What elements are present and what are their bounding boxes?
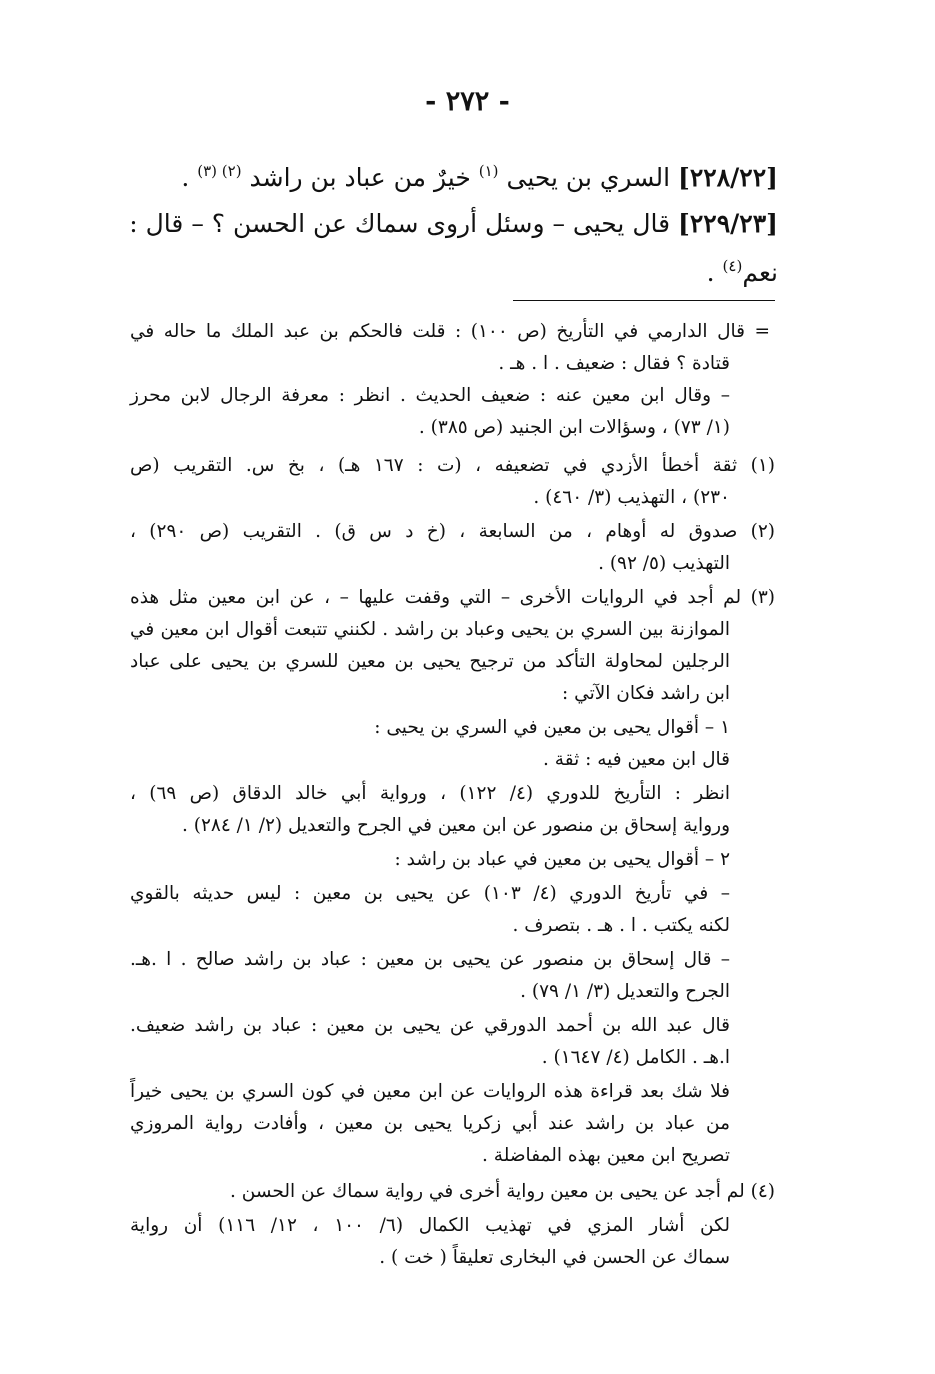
entry-ref: [٢٢٨/٢٢] xyxy=(678,163,778,192)
footnote-marker: (٤) xyxy=(722,257,743,275)
footnote-line: الموازنة بين السري بن يحيى وعباد بن راشد . لكنني تتبعت أقوال ابن معين في xyxy=(130,619,730,640)
footnote-line: ١ – أقوال يحيى بن معين في السري بن يحيى : xyxy=(374,717,730,738)
footnote-marker: (٢) (٣) xyxy=(197,162,242,180)
footnote-separator xyxy=(513,300,775,301)
footnote-line: ابن راشد فكان الآتي : xyxy=(562,683,730,704)
footnote-line: قال عبد الله بن أحمد الدورقي عن يحيى بن معين : عباد بن راشد ضعيف. xyxy=(130,1015,730,1036)
footnote-line: ٢٣٠) ، التهذيب (٣/ ٤٦٠) . xyxy=(533,487,730,508)
footnote-line: من عباد بن راشد عند أبي زكريا يحيى بن معين ، وأفادت رواية المروزي xyxy=(130,1113,730,1134)
page-number: - ٢٧٢ - xyxy=(425,86,510,117)
footnote-line: لكنه يكتب . ا . هـ . بتصرف . xyxy=(512,915,730,936)
footnote-line: سماك عن الحسن في البخارى تعليقاً ( خت ) . xyxy=(379,1247,730,1268)
footnote-line: = قال الدارمي في التأريخ (ص ١٠٠) : قلت فالحكم بن عبد الملك ما حاله في xyxy=(130,321,770,342)
entry-229 xyxy=(129,204,778,244)
footnote-marker: (١) xyxy=(478,162,499,180)
footnote-line: (٣) لم أجد في الروايات الأخرى – التي وقفت عليها – ، عن ابن معين مثل هذه xyxy=(130,587,775,608)
entry-text: خيرٌ من عباد بن راشد xyxy=(249,163,471,192)
footnote-line: قتادة ؟ فقال : ضعيف . ا . هـ . xyxy=(498,353,730,374)
footnote-line: – وقال ابن معين عنه : ضعيف الحديث . انظر : معرفة الرجال لابن محرز xyxy=(130,385,730,406)
footnote-line: الجرح والتعديل (٣/ ١/ ٧٩) . xyxy=(520,981,730,1002)
entry-ref: [٢٢٩/٢٣] xyxy=(678,209,778,238)
footnote-line: (٤) لم أجد عن يحيى بن معين رواية أخرى في رواية سماك عن الحسن . xyxy=(230,1181,775,1202)
footnote-line: الرجلين لمحاولة التأكد من ترجيح يحيى بن معين للسري بن يحيى على عباد xyxy=(130,651,730,672)
footnote-line: انظر : التأريخ للدوري (٤/ ١٢٢) ، ورواية أبي خالد الدقاق (ص ٦٩) ، xyxy=(130,783,730,804)
footnote-line: لكن أشار المزي في تهذيب الكمال (٦/ ١٠٠ ، ١٢/ ١١٦) أن رواية xyxy=(130,1215,730,1236)
footnote-line: التهذيب (٥/ ٩٢) . xyxy=(598,553,730,574)
footnote-line: ورواية إسحاق بن منصور عن ابن معين في الجرح والتعديل (٢/ ١/ ٢٨٤) . xyxy=(182,815,730,836)
entry-229-continuation: نعم$^{(٤)}$ . xyxy=(706,257,778,287)
footnote-line: (١) ثقة أخطأ الأزدي في تضعيفه ، (ت : ١٦٧ هـ) ، بخ س. التقريب (ص xyxy=(130,455,775,476)
footnote-line: – قال إسحاق بن منصور عن يحيى بن معين : عباد بن راشد صالح . ا .هـ. xyxy=(130,949,730,970)
entry-punctuation: . xyxy=(181,163,190,192)
footnote-line: فلا شك بعد قراءة هذه الروايات عن ابن معين في كون السري بن يحيى خيراً xyxy=(130,1081,730,1102)
footnote-line: ٢ – أقوال يحيى بن معين في عباد بن راشد : xyxy=(394,849,730,870)
footnote-line: ا.هـ . الكامل (٤/ ١٦٤٧) . xyxy=(541,1047,730,1068)
footnote-line: تصريح ابن معين بهذه المفاضلة . xyxy=(482,1145,730,1166)
footnote-line: قال ابن معين فيه : ثقة . xyxy=(543,749,730,770)
entry-text: قال يحيى – وسئل أروى سماك عن الحسن ؟ – قال : xyxy=(129,209,671,238)
entry-text: السري بن يحيى xyxy=(506,163,671,192)
footnote-line: (١/ ٧٣) ، وسؤالات ابن الجنيد (ص ٣٨٥) . xyxy=(418,417,730,438)
footnote-line: (٢) صدوق له أوهام ، من السابعة ، (خ د س ق) . التقريب (ص ٢٩٠) ، xyxy=(130,521,775,542)
footnote-line: – في تأريخ الدوري (٤/ ١٠٣) عن يحيى بن معين : ليس حديثه بالقوي xyxy=(130,883,730,904)
entry-228 xyxy=(138,151,778,198)
